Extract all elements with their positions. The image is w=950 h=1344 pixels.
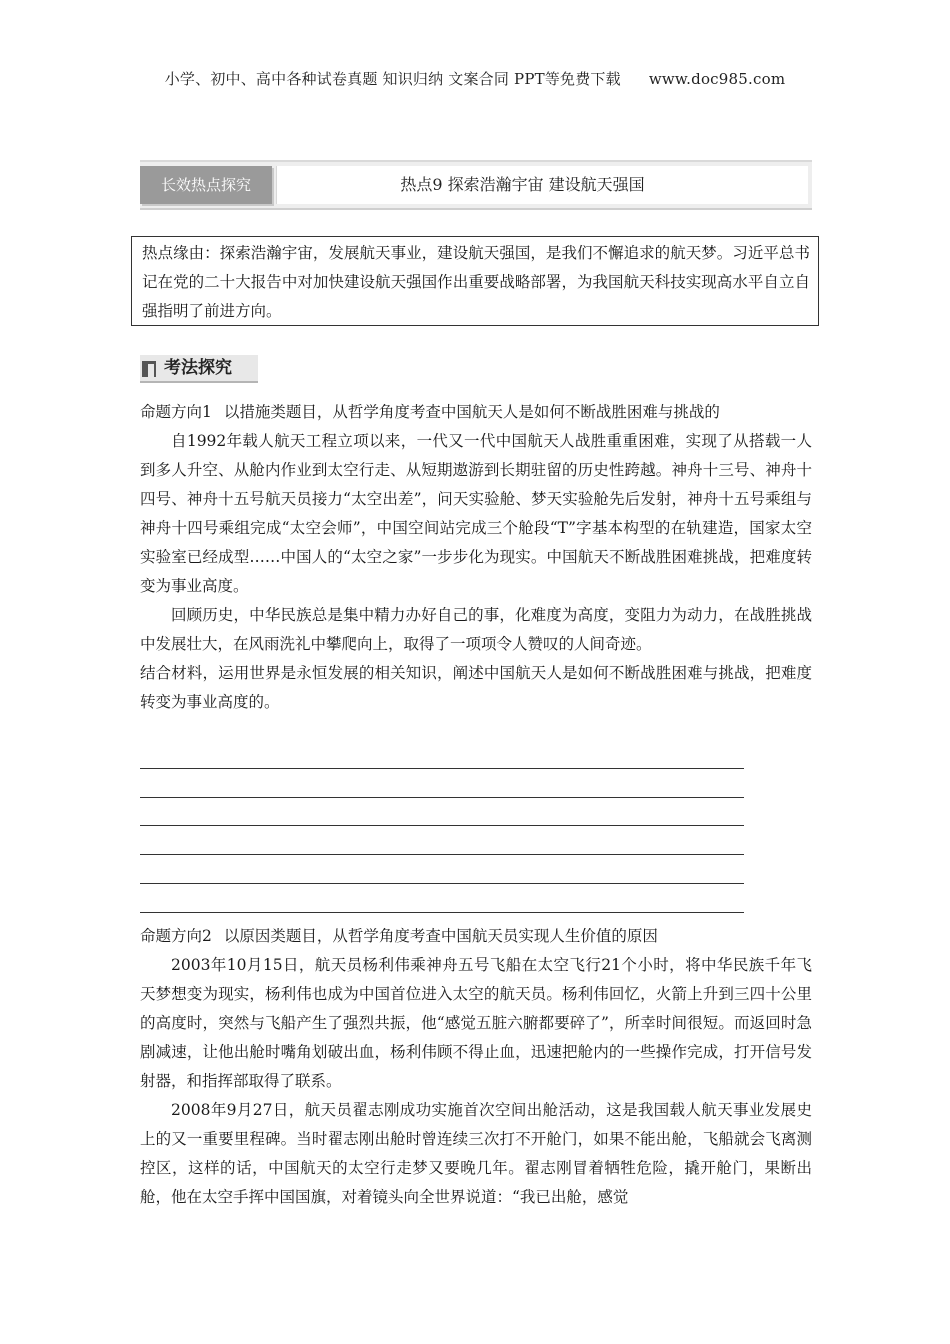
intro-text: 热点缘由：探索浩瀚宇宙，发展航天事业，建设航天强国，是我们不懈追求的航天梦。习近平总书记在党的二十大报告中对加快建设航天强国作出重要战略部署，为我国航天科技实现高水平自立自强指明了前进方向。 [142, 244, 810, 320]
answer-line[interactable] [140, 884, 744, 913]
question-1 [140, 398, 812, 717]
answer-line[interactable] [140, 798, 744, 827]
answer-line[interactable] [140, 769, 744, 798]
intro-box [131, 236, 819, 326]
question-1-paragraph: 回顾历史，中华民族总是集中精力办好自己的事，化难度为高度，变阻力为动力，在战胜挑战中发展壮大，在风雨洗礼中攀爬向上，取得了一项项令人赞叹的人间奇迹。 [140, 606, 812, 653]
question-1-title [140, 398, 812, 427]
site-header [0, 68, 950, 89]
answer-line[interactable] [140, 740, 744, 769]
question-1-heading: 以措施类题目，从哲学角度考查中国航天人是如何不断战胜困难与挑战的 [223, 403, 720, 421]
question-2-title [140, 922, 812, 951]
banner-title: 热点9 探索浩瀚宇宙 建设航天强国 [276, 166, 808, 204]
question-2 [140, 922, 812, 1212]
question-2-paragraph: 2008年9月27日，航天员翟志刚成功实施首次空间出舱活动，这是我国载人航天事业发展史上的又一重要里程碑。当时翟志刚出舱时曾连续三次打不开舱门，如果不能出舱，飞船就会飞离测控区，这样的话，中国航天的太空行走梦又要晚几年。翟志刚冒着牺牲危险，撬开舱门，果断出舱，他在太空手挥中国国旗，对着镜头向全世界说道：“我已出舱，感觉 [140, 1101, 812, 1206]
section-bracket-icon [142, 361, 156, 377]
section-title: 考法探究 [164, 358, 232, 378]
banner-label: 长效热点探究 [140, 166, 272, 204]
question-1-paragraph: 自1992年载人航天工程立项以来，一代又一代中国航天人战胜重重困难，实现了从搭载一人到多人升空、从舱内作业到太空行走、从短期遨游到长期驻留的历史性跨越。神舟十三号、神舟十四号、神舟十五号航天员接力“太空出差”，问天实验舱、梦天实验舱先后发射，神舟十五号乘组与神舟十四号乘组完成“太空会师”，中国空间站完成三个舱段“T”字基本构型的在轨建造，国家太空实验室已经成型……中国人的“太空之家”一步步化为现实。中国航天不断战胜困难挑战，把难度转变为事业高度。 [140, 432, 812, 595]
question-1-label: 命题方向1 [140, 403, 212, 421]
topic-banner [140, 160, 812, 210]
section-heading [140, 355, 258, 383]
question-1-task: 结合材料，运用世界是永恒发展的相关知识，阐述中国航天人是如何不断战胜困难与挑战，把难度转变为事业高度的。 [140, 664, 812, 711]
header-url[interactable]: www.doc985.com [648, 70, 786, 88]
question-2-heading: 以原因类题目，从哲学角度考查中国航天员实现人生价值的原因 [223, 927, 658, 945]
answer-line[interactable] [140, 855, 744, 884]
question-2-paragraph: 2003年10月15日，航天员杨利伟乘神舟五号飞船在太空飞行21个小时，将中华民族千年飞天梦想变为现实，杨利伟也成为中国首位进入太空的航天员。杨利伟回忆，火箭上升到三四十公里的高度时，突然与飞船产生了强烈共振，他“感觉五脏六腑都要碎了”，所幸时间很短。而返回时急剧减速，让他出舱时嘴角划破出血，杨利伟顾不得止血，迅速把舱内的一些操作完成，打开信号发射器，和指挥部取得了联系。 [140, 956, 812, 1090]
answer-line[interactable] [140, 826, 744, 855]
question-2-label: 命题方向2 [140, 927, 212, 945]
header-text: 小学、初中、高中各种试卷真题 知识归纳 文案合同 PPT等免费下载 [164, 70, 621, 88]
answer-area[interactable] [140, 740, 744, 913]
